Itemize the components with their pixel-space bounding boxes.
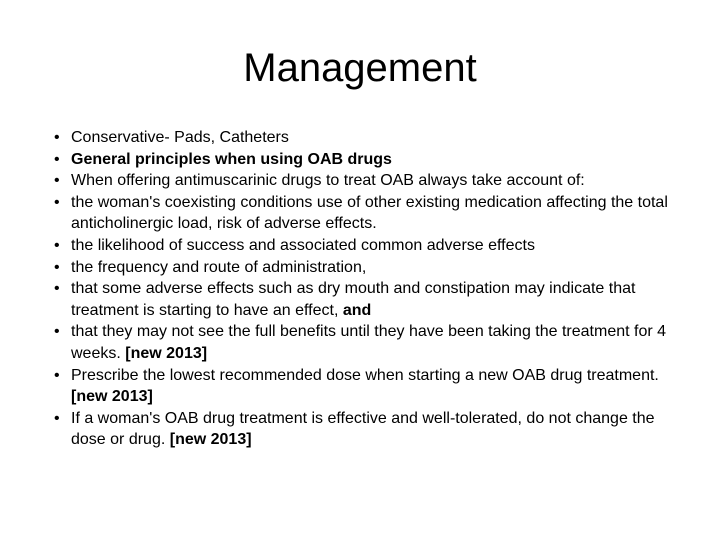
bullet-item-effective-tolerated xyxy=(50,408,670,451)
bullet-bold-text: General principles when using OAB drugs xyxy=(71,150,392,168)
bullet-item-full-benefits xyxy=(50,321,670,364)
bullet-item-general-principles xyxy=(50,149,670,171)
bullet-dot-icon: • xyxy=(54,323,60,341)
bullet-text: the woman's coexisting conditions use of other existing medication affecting the total anticholinergic load, risk of adverse effects. xyxy=(71,193,668,233)
slide-title: Management xyxy=(243,46,477,90)
bullet-item-likelihood-success xyxy=(50,235,670,257)
bullet-dot-icon: • xyxy=(54,150,60,168)
bullet-text: If a woman's OAB drug treatment is effective and well‑tolerated, do not change the dose or drug. xyxy=(71,409,655,449)
bullet-item-offering-antimuscarinic xyxy=(50,170,670,192)
bullet-text: When offering antimuscarinic drugs to treat OAB always take account of: xyxy=(71,172,585,190)
bullet-text: that some adverse effects such as dry mouth and constipation may indicate that treatment is starting to have an effect, xyxy=(71,280,636,319)
bullet-item-coexisting-conditions xyxy=(50,192,670,235)
bullet-dot-icon: • xyxy=(54,236,60,254)
bullet-bold-text: [new 2013] xyxy=(125,344,208,362)
bullet-text: Prescribe the lowest recommended dose when starting a new OAB drug treatment. xyxy=(71,366,659,384)
bullet-item-lowest-dose xyxy=(50,365,670,408)
bullet-text: the frequency and route of administration, xyxy=(71,258,367,276)
bullet-list xyxy=(50,127,670,451)
bullet-text: that they may not see the full benefits until they have been taking the treatment for 4 weeks. xyxy=(71,323,667,362)
bullet-item-adverse-effects xyxy=(50,278,670,321)
bullet-item-frequency-route xyxy=(50,257,670,279)
bullet-dot-icon: • xyxy=(54,129,60,146)
bullet-dot-icon: • xyxy=(54,366,60,384)
bullet-dot-icon: • xyxy=(54,193,60,211)
bullet-dot-icon: • xyxy=(54,280,60,298)
bullet-dot-icon: • xyxy=(54,409,60,427)
bullet-dot-icon: • xyxy=(54,172,60,190)
bullet-text: the likelihood of success and associated common adverse effects xyxy=(71,236,535,254)
bullet-dot-icon: • xyxy=(54,258,60,276)
bullet-text: Conservative- Pads, Catheters xyxy=(71,129,289,146)
bullet-bold-text: and xyxy=(342,301,372,319)
bullet-bold-text: [new 2013] xyxy=(169,431,252,449)
bullet-item-conservative xyxy=(50,127,670,149)
bullet-bold-text: [new 2013] xyxy=(71,388,153,406)
